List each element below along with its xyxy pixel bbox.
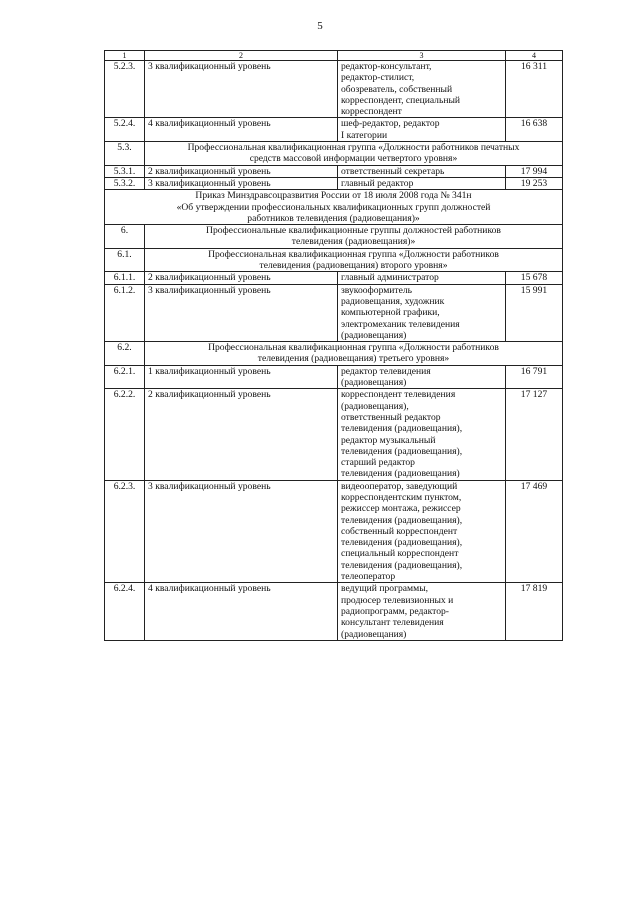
salary-table-body: [105, 51, 563, 641]
position-titles: [338, 284, 506, 341]
position-title-line: компьютерной графики,: [341, 307, 440, 319]
position-title-line: радиопрограмм, редактор-: [341, 605, 449, 617]
qualification-level: 3 квалификационный уровень: [145, 177, 338, 189]
position-titles: [338, 165, 506, 177]
salary-value: 16 638: [506, 118, 563, 142]
order-title: [105, 190, 563, 225]
group-code: 6.: [105, 225, 145, 249]
group-row: [105, 225, 563, 249]
position-code: 5.3.1.: [105, 165, 145, 177]
page-number: 5: [317, 20, 323, 32]
position-title-line: (радиовещания): [341, 628, 407, 640]
position-title-line: редактор телевидения: [341, 365, 431, 377]
table-row: [105, 118, 563, 142]
position-title-line: ведущий программы,: [341, 583, 429, 595]
position-code: 5.2.3.: [105, 61, 145, 118]
position-title-line: звукооформитель: [341, 284, 413, 296]
position-title-line: редактор музыкальный: [341, 434, 436, 446]
salary-value: 16 791: [506, 365, 563, 389]
position-title-line: корреспондент: [341, 106, 402, 118]
position-code: 6.2.4.: [105, 583, 145, 640]
position-title-line: телевидения (радиовещания),: [341, 514, 463, 526]
position-title-line: редактор-консультант,: [341, 61, 432, 72]
position-title-line: режиссер монтажа, режиссер: [341, 503, 461, 515]
position-title-line: ответственный секретарь: [341, 165, 445, 177]
position-title-line: электромеханик телевидения: [341, 318, 460, 330]
position-code: 6.2.2.: [105, 389, 145, 480]
position-title-line: (радиовещания): [341, 329, 407, 341]
position-code: 5.3.2.: [105, 177, 145, 189]
position-code: 5.2.4.: [105, 118, 145, 142]
position-title-line: корреспондент телевидения: [341, 389, 456, 401]
position-title-line: главный администратор: [341, 272, 439, 284]
table-row: [105, 272, 563, 284]
position-title-line: видеооператор, заведующий: [341, 480, 458, 492]
group-title: [145, 248, 563, 272]
salary-value: 19 253: [506, 177, 563, 189]
position-title-line: продюсер телевизионных и: [341, 594, 454, 606]
position-title-line: консультант телевидения: [341, 617, 444, 629]
position-title-line: главный редактор: [341, 177, 414, 189]
qualification-level: 2 квалификационный уровень: [145, 165, 338, 177]
position-title-line: шеф-редактор, редактор: [341, 118, 440, 130]
table-row: [105, 480, 563, 583]
salary-value: 17 819: [506, 583, 563, 640]
group-title-line: средств массовой информации четвертого уровня»: [249, 153, 458, 165]
column-number: 4: [506, 51, 563, 61]
group-row: [105, 142, 563, 166]
position-titles: [338, 389, 506, 480]
group-title-line: телевидения (радиовещания)»: [291, 236, 416, 248]
position-title-line: старший редактор: [341, 457, 415, 469]
position-titles: [338, 480, 506, 583]
qualification-level: 1 квалификационный уровень: [145, 365, 338, 389]
position-title-line: редактор-стилист,: [341, 72, 415, 84]
qualification-level: 2 квалификационный уровень: [145, 272, 338, 284]
salary-value: 15 991: [506, 284, 563, 341]
table-row: [105, 583, 563, 640]
position-title-line: телевидения (радиовещания),: [341, 423, 463, 435]
column-number: 2: [145, 51, 338, 61]
group-code: 6.1.: [105, 248, 145, 272]
salary-value: 17 127: [506, 389, 563, 480]
qualification-level: 3 квалификационный уровень: [145, 480, 338, 583]
group-code: 5.3.: [105, 142, 145, 166]
group-title-line: Профессиональная квалификационная группа «Должности работников: [208, 342, 499, 354]
qualification-level: 4 квалификационный уровень: [145, 118, 338, 142]
position-title-line: телевидения (радиовещания),: [341, 537, 463, 549]
group-title-line: телевидения (радиовещания) третьего уровня»: [257, 353, 450, 365]
position-title-line: обозреватель, собственный: [341, 83, 453, 95]
column-number-row: [105, 51, 563, 61]
position-title-line: радиовещания, художник: [341, 295, 445, 307]
position-title-line: собственный корреспондент: [341, 525, 458, 537]
table-row: [105, 165, 563, 177]
salary-value: 17 994: [506, 165, 563, 177]
position-code: 6.2.1.: [105, 365, 145, 389]
position-title-line: телевидения (радиовещания): [341, 468, 460, 480]
qualification-level: 4 квалификационный уровень: [145, 583, 338, 640]
salary-value: 15 678: [506, 272, 563, 284]
salary-value: 17 469: [506, 480, 563, 583]
table-row: [105, 177, 563, 189]
order-title-line: «Об утверждении профессиональных квалификационных групп должностей: [176, 201, 491, 213]
position-title-line: (радиовещания),: [341, 400, 409, 412]
column-number: 3: [338, 51, 506, 61]
column-number: 1: [105, 51, 145, 61]
position-title-line: корреспондент, специальный: [341, 94, 461, 106]
position-titles: [338, 177, 506, 189]
group-code: 6.2.: [105, 342, 145, 366]
position-titles: [338, 583, 506, 640]
salary-value: 16 311: [506, 61, 563, 118]
position-code: 6.2.3.: [105, 480, 145, 583]
group-row: [105, 248, 563, 272]
position-title-line: ответственный редактор: [341, 411, 441, 423]
table-row: [105, 389, 563, 480]
table-row: [105, 61, 563, 118]
group-title-line: Профессиональная квалификационная группа «Должности работников: [208, 248, 499, 260]
position-title-line: телевидения (радиовещания),: [341, 559, 463, 571]
position-title-line: I категории: [341, 129, 388, 141]
group-row: [105, 342, 563, 366]
group-title-line: Профессиональная квалификационная группа «Должности работников печатных: [187, 142, 520, 154]
position-code: 6.1.2.: [105, 284, 145, 341]
position-title-line: (радиовещания): [341, 377, 407, 389]
position-title-line: телевидения (радиовещания),: [341, 445, 463, 457]
group-title-line: телевидения (радиовещания) второго уровня»: [259, 260, 448, 272]
group-title: [145, 225, 563, 249]
order-title-line: работников телевидения (радиовещания)»: [247, 212, 420, 224]
position-title-line: корреспондентским пунктом,: [341, 491, 462, 503]
salary-table: [104, 50, 563, 641]
position-title-line: специальный корреспондент: [341, 548, 459, 560]
qualification-level: 3 квалификационный уровень: [145, 284, 338, 341]
position-titles: [338, 61, 506, 118]
group-title: [145, 142, 563, 166]
qualification-level: 3 квалификационный уровень: [145, 61, 338, 118]
position-titles: [338, 272, 506, 284]
position-titles: [338, 118, 506, 142]
order-row: [105, 190, 563, 225]
qualification-level: 2 квалификационный уровень: [145, 389, 338, 480]
group-title: [145, 342, 563, 366]
position-titles: [338, 365, 506, 389]
table-row: [105, 365, 563, 389]
table-row: [105, 284, 563, 341]
position-code: 6.1.1.: [105, 272, 145, 284]
position-title-line: телеоператор: [341, 571, 396, 583]
group-title-line: Профессиональные квалификационные группы должностей работников: [206, 225, 501, 237]
order-title-line: Приказ Минздравсоцразвития России от 18 июля 2008 года № 341н: [195, 190, 472, 202]
